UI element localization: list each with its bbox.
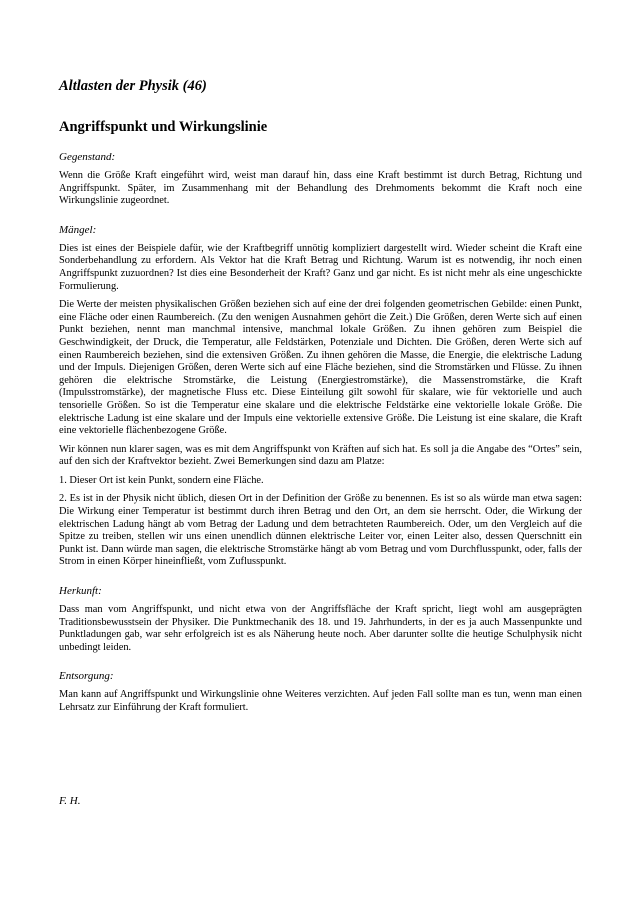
section-maengel bbox=[59, 224, 582, 569]
paragraph: Dies ist eines der Beispiele dafür, wie der Kraftbegriff unnötig kompliziert dargestellt wird. Wieder scheint die Kraft eine Sonderbehandlung zu erfordern. Als Vektor hat die Kraft Betrag und Richtung. Warum ist es notwendig, ihr noch einen Angriffspunkt zuzuordnen? Ist dies eine Besonderheit der Kraft? Ganz und gar nicht. Es ist nicht mehr als eine ungeschickte Formulierung. bbox=[59, 242, 582, 292]
document-body bbox=[59, 151, 582, 731]
section-heading: Entsorgung: bbox=[59, 670, 114, 683]
paragraph: Dass man vom Angriffspunkt, und nicht etwa von der Angriffsfläche der Kraft spricht, liegt wohl am ausgeprägten Traditionsbewusstsein der Physiker. Die Punktmechanik des 18. und 19. Jahrhunderts, in der es ja auch Massenpunkte und Punktladungen gab, war sehr erfolgreich ist es als Näherung heute noch. Aber darunter sollte die heutige Schulphysik nicht unbedingt leiden. bbox=[59, 604, 582, 653]
section-gegenstand bbox=[59, 151, 582, 208]
paragraph: Wenn die Größe Kraft eingeführt wird, weist man darauf hin, dass eine Kraft bestimmt ist durch Betrag, Richtung und Angriffspunkt. Später, im Zusammenhang mit der Behandlung des Drehmoments bekommt die Kraft noch eine Wirkungslinie zugeordnet. bbox=[59, 170, 582, 207]
section-entsorgung bbox=[59, 670, 582, 714]
paragraph: 1. Dieser Ort ist kein Punkt, sondern eine Fläche. bbox=[59, 474, 264, 486]
section-heading: Herkunft: bbox=[59, 585, 102, 598]
paragraph: Wir können nun klarer sagen, was es mit dem Angriffspunkt von Kräften auf sich hat. Es soll ja die Angabe des “Ortes” sein, auf den sich der Kraftvektor bezieht. Zwei Bemerkungen sind dazu am Platze: bbox=[59, 443, 582, 468]
paragraph: 2. Es ist in der Physik nicht üblich, diesen Ort in der Definition der Größe zu benennen. Es ist so als würde man etwa sagen: Die Wirkung einer Temperatur ist bestimmt durch ihren Betrag und den Ort, an dem sie herrscht. Oder, die Wirkung der elektrischen Ladung hängt ab vom Betrag der Ladung und dem betrachteten Raumbereich. Oder, um den Vergleich auf die Spitze zu treiben, stellen wir uns einen unendlich dünnen elektrische Leiter vor, einen Leiter also, dessen Querschnitt ein Punkt ist. Dann würde man sagen, die elektrische Stromstärke hängt ab vom Betrag und vom Durchflusspunkt, oder, falls der Strom in einen Körper hineinfließt, vom Zuflusspunkt. bbox=[59, 493, 582, 568]
page-title: Angriffspunkt und Wirkungslinie bbox=[59, 119, 268, 135]
author-signature: F. H. bbox=[59, 795, 81, 807]
series-title: Altlasten der Physik (46) bbox=[59, 78, 207, 94]
section-heading: Gegenstand: bbox=[59, 151, 116, 163]
paragraph: Man kann auf Angriffspunkt und Wirkungslinie ohne Weiteres verzichten. Auf jeden Fall sollte man es tun, wenn man einen Lehrsatz zur Einführung der Kraft formuliert. bbox=[59, 689, 582, 713]
section-herkunft bbox=[59, 585, 582, 654]
paragraph: Die Werte der meisten physikalischen Größen beziehen sich auf eine der drei folgenden geometrischen Gebilde: einen Punkt, eine Fläche oder einen Raumbereich. (Zu den wenigen Ausnahmen gehört die Zeit.) Die Größen, deren Werte sich auf einen Punkt beziehen, nennt man manchmal intensive, manchmal lokale Größen. Zu ihnen gehören zum Beispiel die Geschwindigkeit, der Druck, die Temperatur, alle Feldstärken, Potenziale und Dichten. Die Größen, deren Werte sich auf einen Raumbereich beziehen, sind die extensiven Größen. Zu ihnen gehören die Masse, die Energie, die elektrische Ladung und der Impuls. Diejenigen Größen, deren Werte sich auf eine Fläche beziehen, sind die Stromstärken und Flüsse. Zu ihnen gehören die elektrische Stromstärke, die Leistung (Energiestromstärke), die Massenstromstärke, die Kraft (Impulsstromstärke), der magnetische Fluss etc. Diese Einteilung gilt sowohl für skalare, wie für vektorielle und auch tensorielle Größen. So ist die Temperatur eine skalare und die elektrische Feldstärke eine vektorielle lokale Größe. Die elektrische Ladung ist eine skalare und der Impuls eine vektorielle extensive Größe. Die Leistung ist eine skalare, die Kraft eine vektorielle flächenbezogene Größe. bbox=[59, 299, 582, 437]
section-heading: Mängel: bbox=[59, 223, 97, 236]
